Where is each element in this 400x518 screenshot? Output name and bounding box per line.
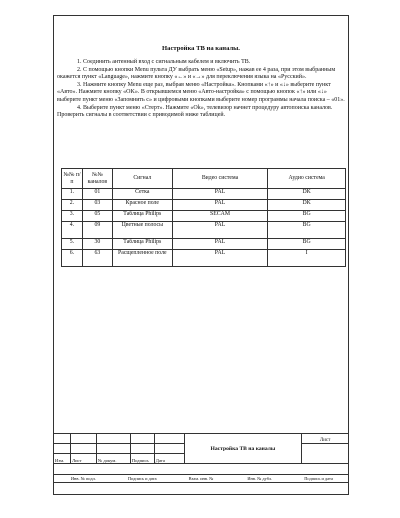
header-num: №№ п/п (62, 169, 83, 189)
cell-video: PAL (172, 189, 268, 200)
cell-video: PAL (172, 250, 268, 267)
table-row (62, 250, 346, 267)
stamp-col-date: Дата (154, 454, 184, 464)
bottom-strip (53, 474, 349, 483)
table-row (62, 222, 346, 239)
stamp-sheet-label: Лист (302, 434, 349, 444)
cell-audio: BG (268, 239, 346, 250)
cell-audio: DK (268, 189, 346, 200)
cell-audio: BG (268, 211, 346, 222)
strip-vzam-inv: Взам. инв. № (188, 476, 214, 481)
cell-audio: DK (268, 200, 346, 211)
cell-num: 6. (62, 250, 83, 267)
cell-channel: 63 (82, 250, 112, 267)
cell-channel: 01 (82, 189, 112, 200)
cell-video: SECAM (172, 211, 268, 222)
check-line: Проверить сигналы в соответствии с приводимой ниже таблицей. (57, 112, 226, 119)
cell-video: PAL (172, 239, 268, 250)
cell-num: 2. (62, 200, 83, 211)
cell-signal: Таблица Philips (112, 239, 172, 250)
cell-channel: 30 (82, 239, 112, 250)
header-signal: Сигнал (112, 169, 172, 189)
cell-signal: Красное поле (112, 200, 172, 211)
strip-sign-date-1: Подпись и дата (127, 476, 157, 481)
cell-audio: I (268, 250, 346, 267)
cell-signal: Сетка (112, 189, 172, 200)
cell-channel: 05 (82, 211, 112, 222)
signal-table (61, 168, 346, 267)
title-block (53, 433, 349, 464)
stamp-col-signature: Подпись (130, 454, 154, 464)
table-row (62, 239, 346, 250)
cell-signal: Расщепленное поле (112, 250, 172, 267)
header-video: Видео система (172, 169, 268, 189)
paragraph-1: 1. Соединить антенный вход с сигнальным кабелем и включить ТВ. (77, 59, 251, 65)
cell-num: 4. (62, 222, 83, 239)
paragraph-3: 3. Нажмите кнопку Menu еще раз, выбрав меню «Настройка». Кнопками «↑» и «↓» выберите пункт «Авто». Нажмите кнопку «OK». В открывшемся меню «Авто-настройка» с помощью кнопок «↑» или «↓» выберите пункт меню «Запомнить с» и цифровыми кнопками выберите номер программы начала поиска – «01». (57, 81, 345, 103)
table-header-row (62, 169, 346, 189)
cell-num: 1. (62, 189, 83, 200)
cell-num: 3. (62, 211, 83, 222)
cell-channel: 03 (82, 200, 112, 211)
cell-audio: BG (268, 222, 346, 239)
stamp-col-izm: Изм. (54, 454, 71, 464)
stamp-col-docnum: № докум. (96, 454, 130, 464)
table-row (62, 200, 346, 211)
cell-signal: Таблица Philips (112, 211, 172, 222)
strip-sign-date-2: Подпись и дата (304, 476, 333, 481)
header-channels: №№ каналов (82, 169, 112, 189)
paragraph-4: 4. Выберите пункт меню «Стерт». Нажмите «Ok», телевизор начнет процедуру автопоиска каналов. (77, 104, 333, 111)
cell-video: PAL (172, 222, 268, 239)
strip-inv-podl: Инв. № подл. (70, 476, 96, 481)
cell-signal: Цветные полосы (112, 222, 172, 239)
stamp-sheet-number (302, 444, 349, 464)
cell-video: PAL (172, 200, 268, 211)
cell-num: 5. (62, 239, 83, 250)
instructions (57, 59, 345, 120)
stamp-doc-title: Настройка ТВ на каналы (184, 434, 302, 464)
stamp-col-list: Лист (70, 454, 96, 464)
table-row (62, 189, 346, 200)
header-audio: Аудио система (268, 169, 346, 189)
cell-channel: 09 (82, 222, 112, 239)
page-title: Настройка ТВ на каналы. (162, 45, 240, 52)
table-row (62, 211, 346, 222)
strip-inv-dubl: Инв. № дубл. (247, 476, 273, 481)
paragraph-2: 2. С помощью кнопки Menu пульта ДУ выбрать меню «Setup», нажав ее 4 раза, при этом выбранным окажется пункт «Language», нажмите кнопку «←» и «→» для переключения языка на «Русский». (57, 66, 336, 81)
